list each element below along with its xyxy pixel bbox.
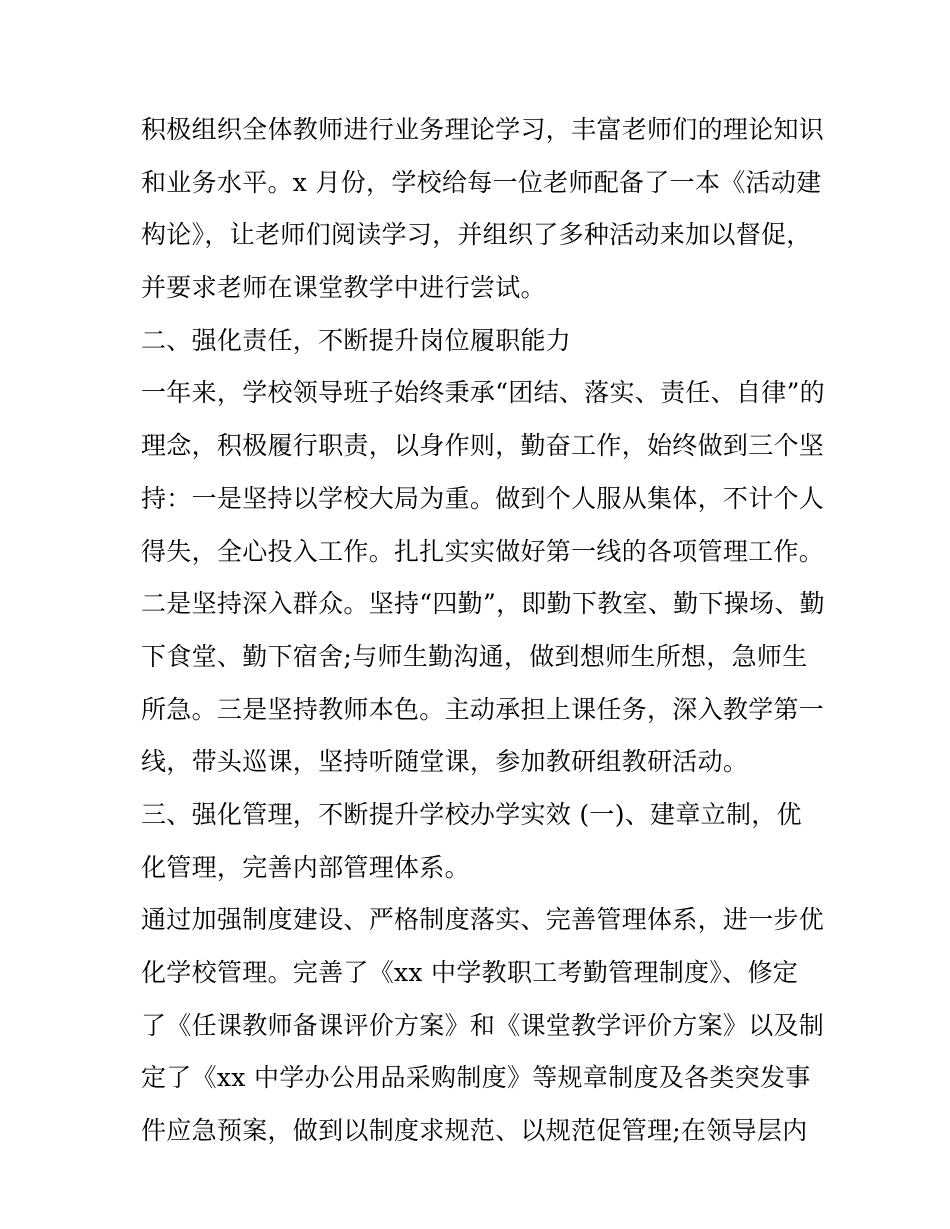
section-heading: 化管理，完善内部管理体系。 bbox=[141, 852, 470, 882]
section-heading: 三、强化管理，不断提升学校办学实效 (一)、建章立制，优 bbox=[141, 799, 802, 829]
text-line: 积极组织全体教师进行业务理论学习，丰富老师们的理论知识 bbox=[141, 115, 825, 144]
text-line: 下食堂、勤下宿舍;与师生勤沟通，做到想师生所想，急师生 bbox=[141, 641, 808, 671]
text-line: 构论》，让老师们阅读学习，并组织了多种活动来加以督促， bbox=[141, 220, 812, 250]
text-line: 线，带头巡课，坚持听随堂课，参加教研组教研活动。 bbox=[141, 747, 749, 777]
section-heading: 二、强化责任，不断提升岗位履职能力 bbox=[141, 325, 572, 355]
text-line: 理念，积极履行职责，以身作则，勤奋工作，始终做到三个坚 bbox=[141, 431, 825, 461]
text-line: 了《任课教师备课评价方案》和《课堂教学评价方案》以及制 bbox=[141, 1010, 825, 1040]
text-line: 一年来，学校领导班子始终秉承“团结、落实、责任、自律”的 bbox=[141, 378, 825, 408]
text-line: 所急。三是坚持教师本色。主动承担上课任务，深入教学第一 bbox=[141, 694, 825, 724]
text-line: 得失，全心投入工作。扎扎实实做好第一线的各项管理工作。 bbox=[141, 536, 825, 566]
text-line: 和业务水平。x 月份，学校给每一位老师配备了一本《活动建 bbox=[141, 167, 822, 197]
text-line: 持：一是坚持以学校大局为重。做到个人服从集体，不计个人 bbox=[141, 483, 825, 513]
text-line: 二是坚持深入群众。坚持“四勤”，即勤下教室、勤下操场、勤 bbox=[141, 589, 825, 619]
text-line: 并要求老师在课堂教学中进行尝试。 bbox=[141, 273, 546, 303]
document-body bbox=[141, 104, 825, 1158]
text-line: 件应急预案，做到以制度求规范、以规范促管理;在领导层内 bbox=[141, 1116, 808, 1146]
text-line: 定了《xx 中学办公用品采购制度》等规章制度及各类突发事 bbox=[141, 1063, 811, 1093]
text-line: 通过加强制度建设、严格制度落实、完善管理体系，进一步优 bbox=[141, 905, 825, 935]
text-line: 化学校管理。完善了《xx 中学教职工考勤管理制度》、修定 bbox=[141, 958, 799, 987]
